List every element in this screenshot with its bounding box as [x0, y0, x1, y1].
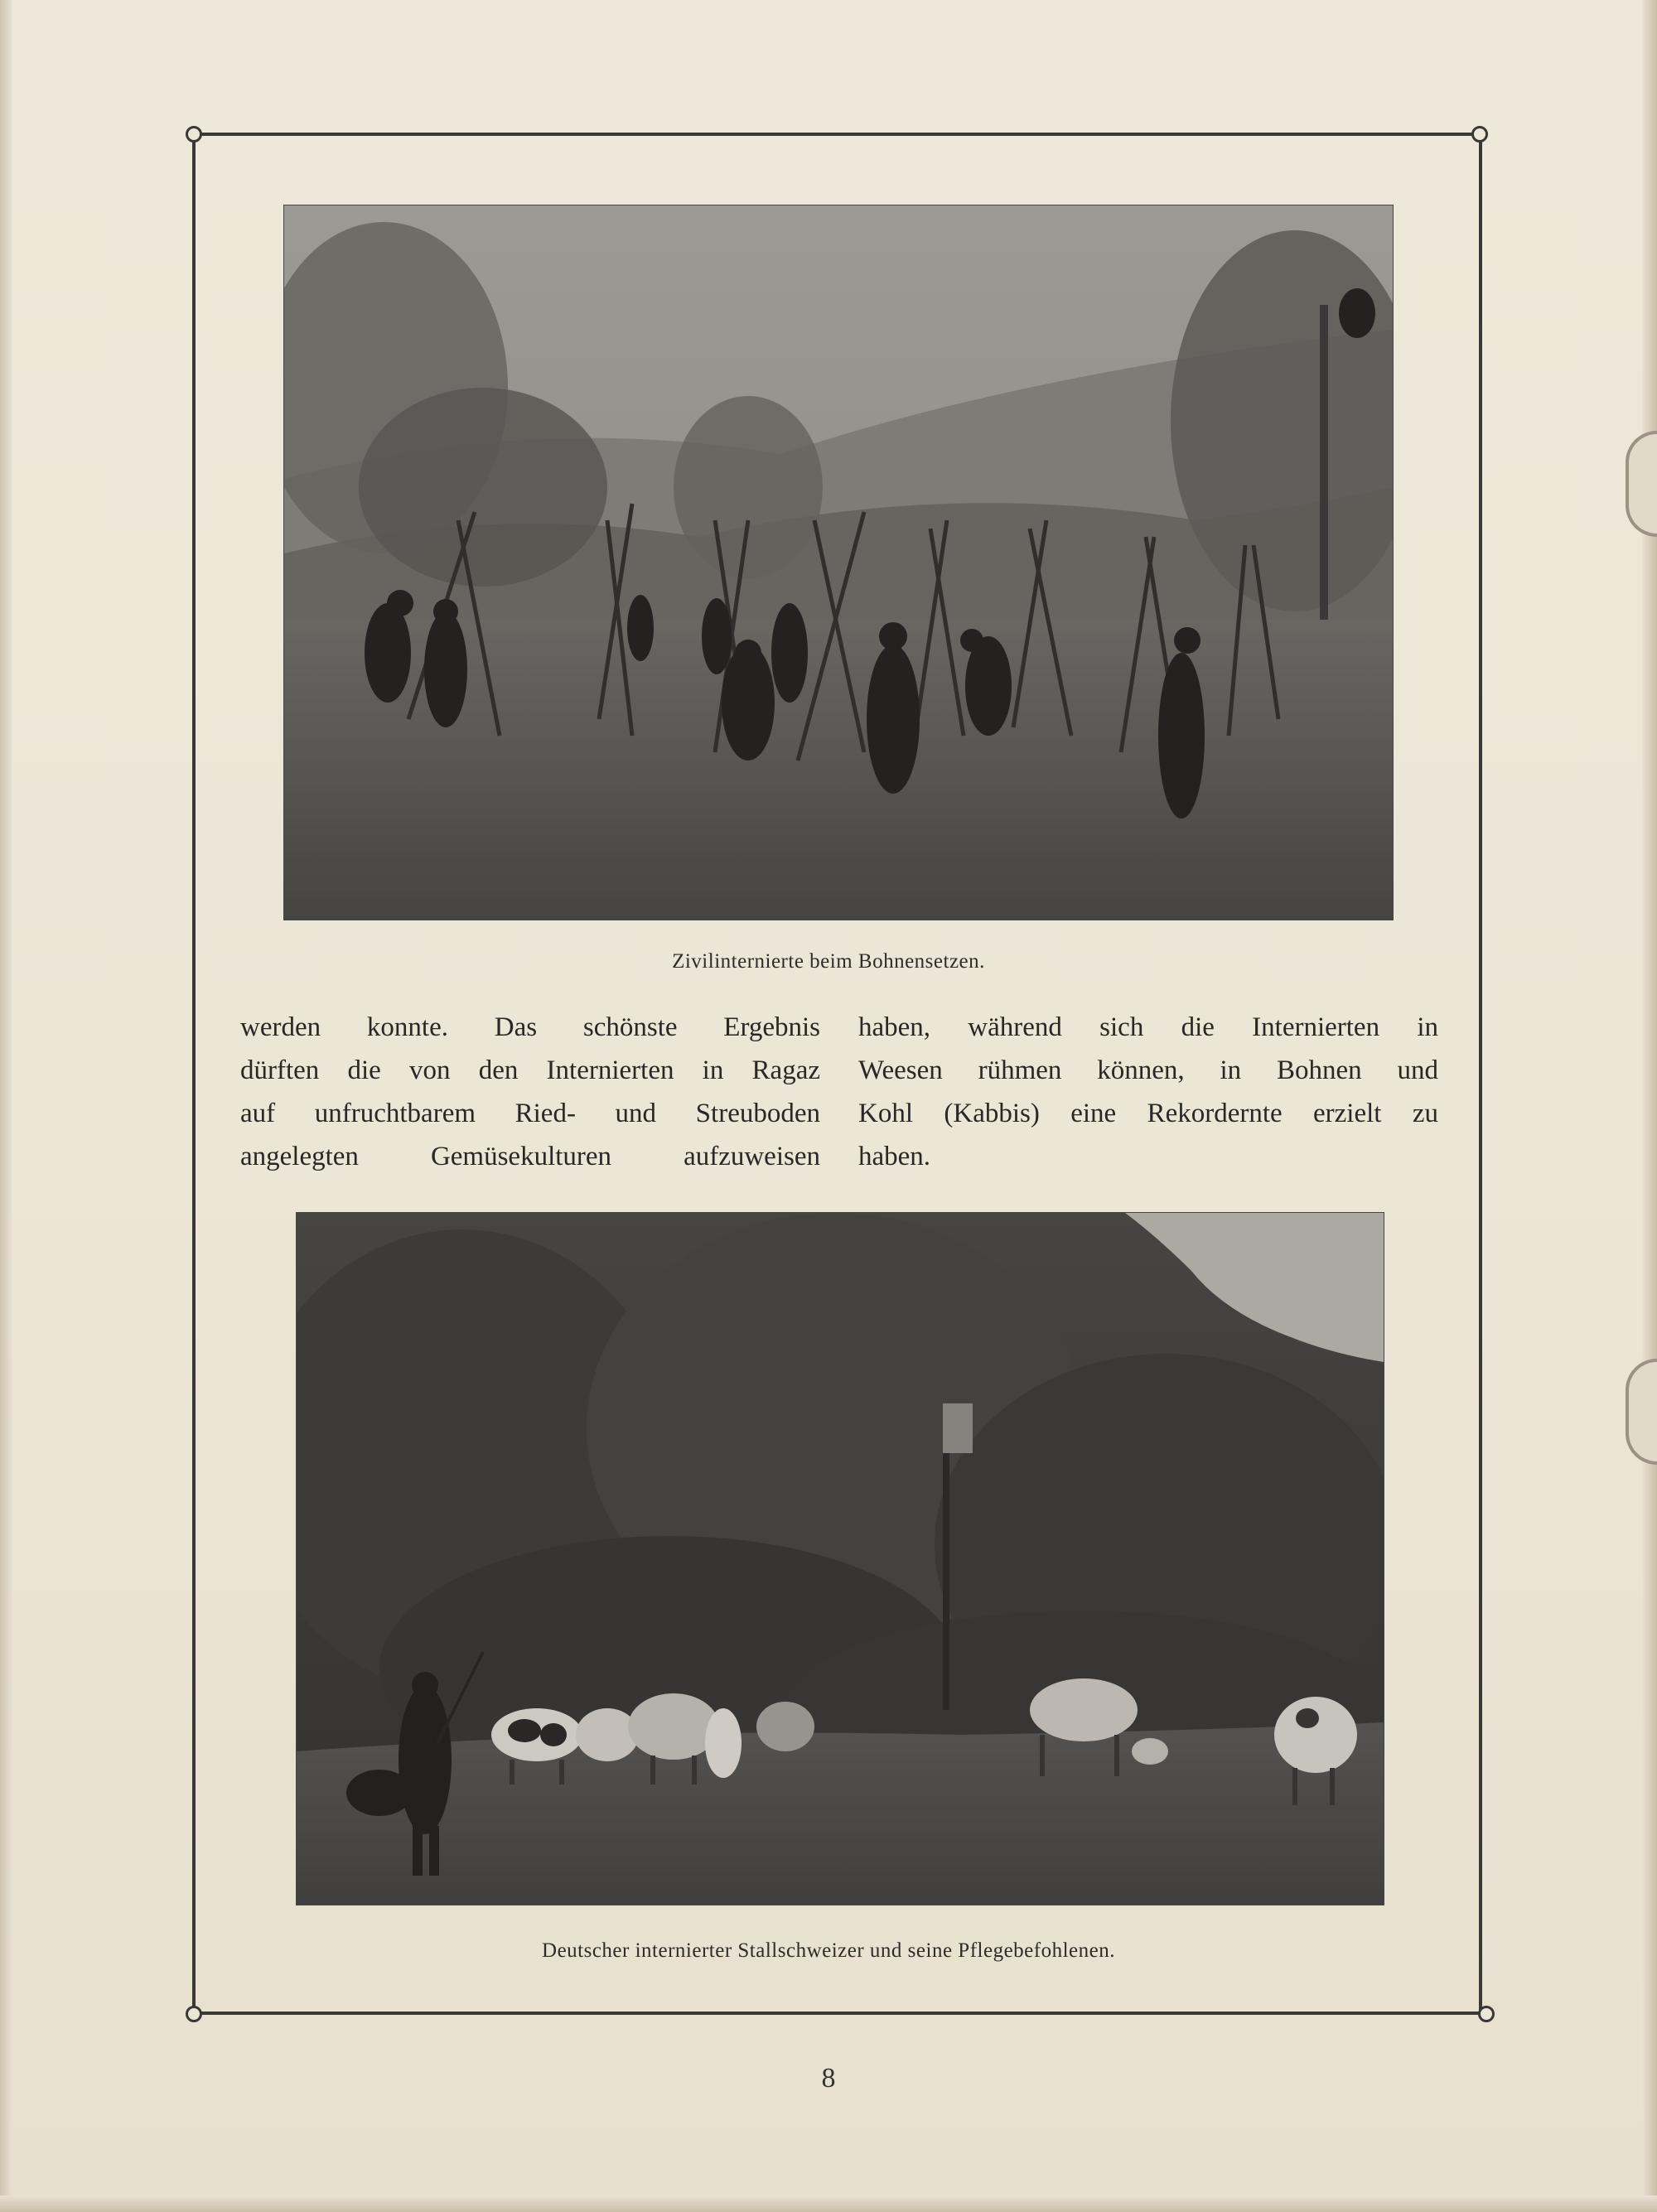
frame-corner-bottom-left — [186, 2006, 202, 2022]
page-number: 8 — [821, 2063, 836, 2094]
body-line: Kohl (Kabbis) eine Rekordernte erzielt zu — [858, 1099, 1438, 1128]
body-line: haben, während sich die Internierten in — [858, 1012, 1438, 1042]
caption-bottom-photo: Deutscher internierter Stallschweizer und seine Pflegebefohlenen. — [542, 1939, 1115, 1962]
binding-staple-bottom — [1626, 1359, 1657, 1465]
frame-corner-top-left — [186, 126, 202, 142]
page-right-edge — [1642, 0, 1657, 2212]
body-line: angelegten Gemüsekulturen aufzuweisen — [240, 1142, 820, 1171]
caption-top-photo: Zivilinternierte beim Bohnensetzen. — [672, 950, 985, 973]
frame-right-line — [1479, 133, 1482, 2015]
photo-cattle-herder — [296, 1212, 1384, 1905]
page-bottom-edge — [0, 2195, 1657, 2212]
photo-bean-planting — [283, 205, 1394, 920]
body-line: haben. — [858, 1142, 931, 1171]
photo-bean-planting-image — [284, 205, 1393, 920]
frame-bottom-line — [192, 2012, 1486, 2015]
frame-top-line — [192, 133, 1481, 136]
body-line: werden konnte. Das schönste Ergebnis — [240, 1012, 820, 1042]
body-line: dürften die von den Internierten in Ragaz — [240, 1055, 820, 1085]
frame-corner-top-right — [1471, 126, 1488, 142]
page-left-edge — [0, 0, 12, 2212]
photo-cattle-herder-image — [297, 1213, 1384, 1905]
body-line: auf unfruchtbarem Ried- und Streuboden — [240, 1099, 820, 1128]
body-text-left-column — [240, 1006, 820, 1178]
binding-staple-top — [1626, 431, 1657, 537]
body-text-right-column — [858, 1006, 1438, 1178]
body-text-columns — [240, 1006, 1438, 1178]
body-line: Weesen rühmen können, in Bohnen und — [858, 1055, 1438, 1085]
frame-corner-bottom-right — [1478, 2006, 1495, 2022]
frame-left-line — [192, 133, 196, 2015]
